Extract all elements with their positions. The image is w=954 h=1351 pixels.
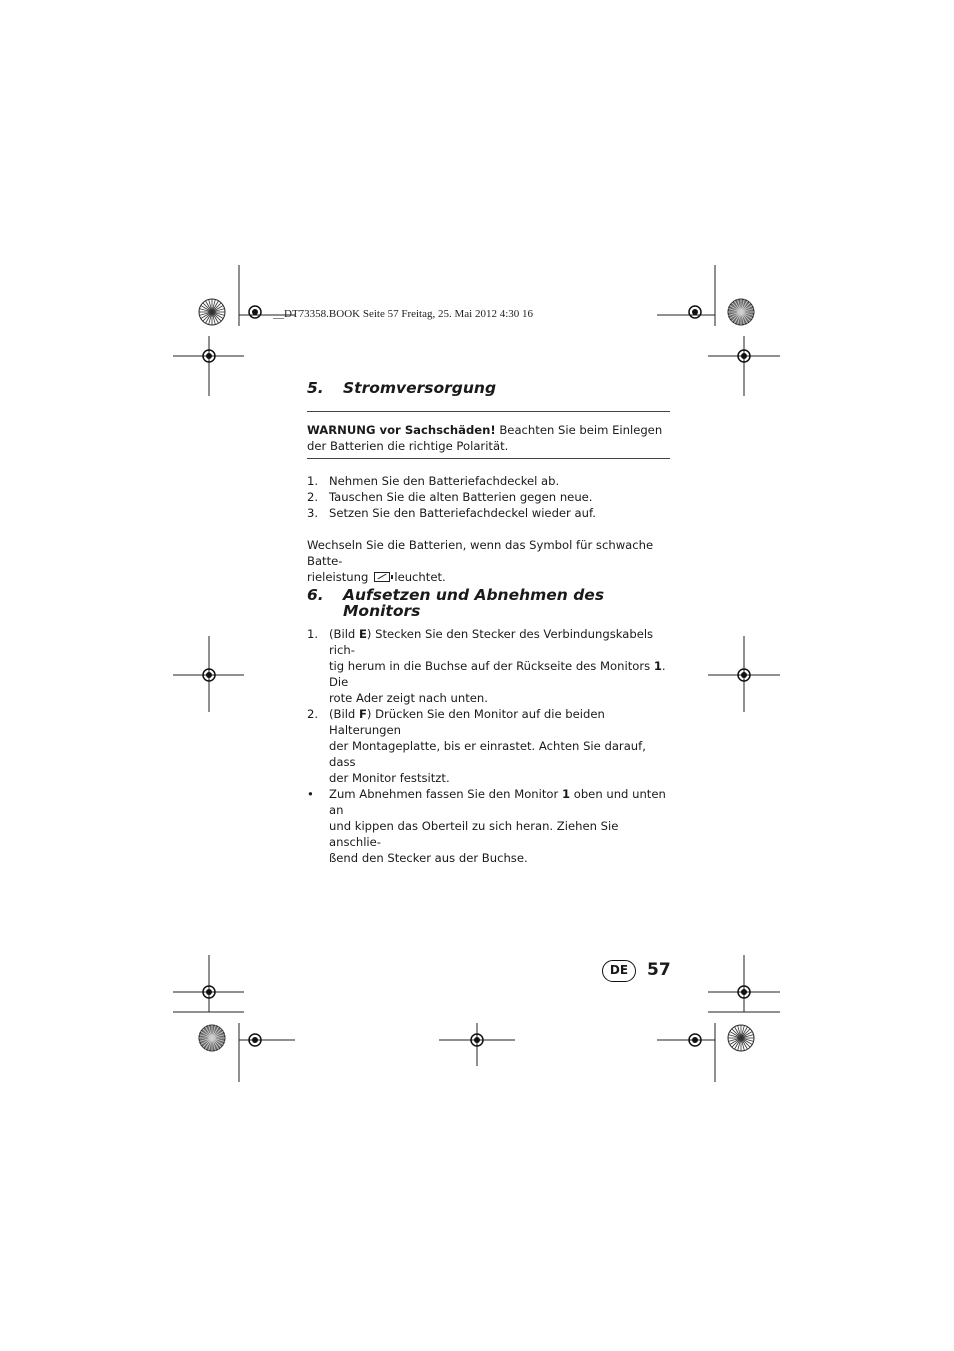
registration-disc-icon	[199, 1025, 225, 1051]
registration-target-icon	[249, 306, 261, 318]
section-6-number: 6.	[307, 586, 324, 604]
low-battery-icon	[374, 572, 390, 582]
registration-disc-icon	[728, 299, 754, 325]
battery-note: Wechseln Sie die Batterien, wenn das Symbol für schwache Batte- rieleistung leuchtet.	[307, 538, 654, 584]
section-5-heading	[307, 380, 496, 396]
battery-steps-list	[307, 473, 671, 521]
warning-top-rule	[307, 411, 670, 412]
warning-bottom-rule	[307, 458, 670, 459]
section-5-number: 5.	[307, 379, 324, 397]
page-number: 57	[647, 960, 671, 980]
warning-box	[307, 422, 671, 454]
list-item: • Zum Abnehmen fassen Sie den Monitor 1 oben und unten an und kippen das Oberteil zu sich heran. Ziehen Sie anschlie- ßend den Stecker aus der Buchse.	[307, 787, 666, 865]
warning-label: WARNUNG vor Sachschäden!	[307, 423, 496, 437]
warning-text-line2: der Batterien die richtige Polarität.	[307, 439, 509, 453]
warning-text: Beachten Sie beim Einlegen	[495, 423, 663, 437]
list-item: 3. Setzen Sie den Batteriefachdeckel wieder auf.	[307, 506, 596, 520]
monitor-steps-list	[307, 626, 671, 866]
list-item: 1. (Bild E) Stecken Sie den Stecker des Verbindungskabels rich- tig herum in die Buchse auf der Rückseite des Monitors 1. Die rote Ader zeigt nach unten.	[307, 627, 666, 705]
section-6-title-line1: Aufsetzen und Abnehmen des	[343, 586, 605, 604]
registration-target-icon	[689, 306, 701, 318]
list-item: 1. Nehmen Sie den Batteriefachdeckel ab.	[307, 474, 560, 488]
section-5-title: Stromversorgung	[343, 379, 497, 397]
registration-disc-icon	[728, 1025, 754, 1051]
print-info-header: __DT73358.BOOK Seite 57 Freitag, 25. Mai 2012 4:30 16	[273, 308, 534, 320]
registration-disc-icon	[199, 299, 225, 325]
section-6-heading	[307, 587, 604, 619]
list-item: 2. (Bild F) Drücken Sie den Monitor auf die beiden Halterungen der Montageplatte, bis er einrastet. Achten Sie darauf, dass der Monitor festsitzt.	[307, 707, 646, 785]
list-item: 2. Tauschen Sie die alten Batterien gegen neue.	[307, 490, 593, 504]
language-badge: DE	[602, 960, 636, 982]
section-6-title-line2: Monitors	[343, 602, 421, 620]
